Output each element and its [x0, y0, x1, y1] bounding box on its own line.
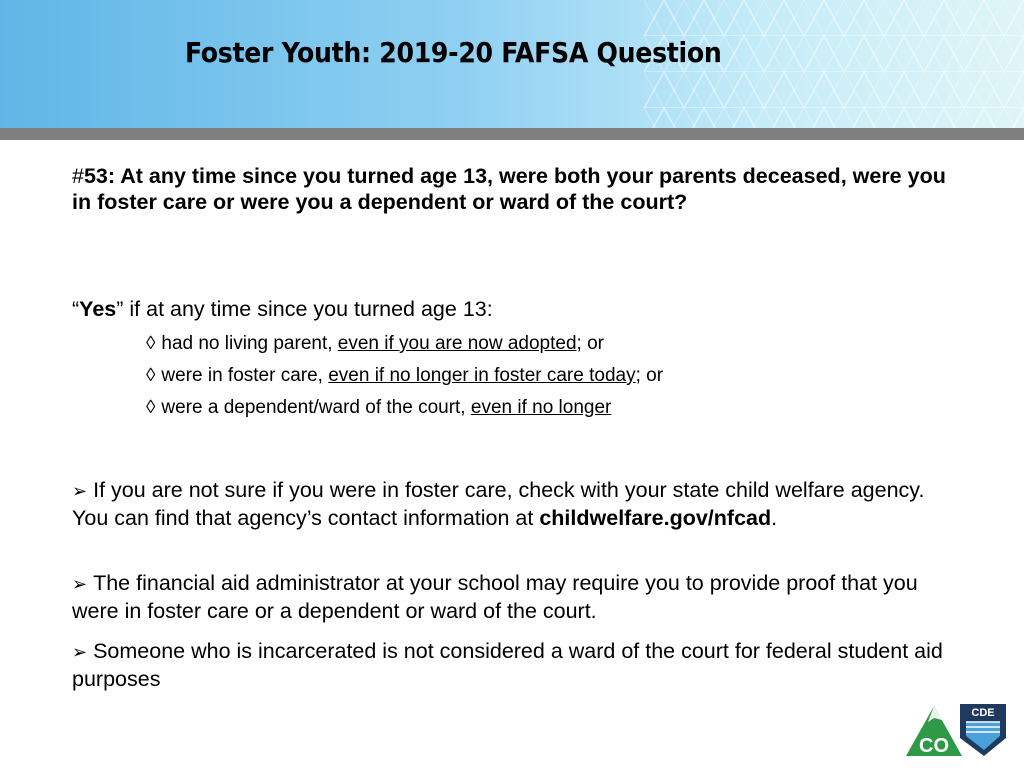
question-text: 53: At any time since you turned age 13, were both your parents deceased, were you in foster care or were you a dependent or ward of the court?: [72, 164, 946, 214]
yes-condition-item: [146, 365, 663, 387]
slide-title: Foster Youth: 2019-20 FAFSA Question: [185, 36, 722, 69]
nfcad-link[interactable]: childwelfare.gov/nfcad: [539, 506, 772, 530]
logo-cde-text: CDE: [971, 707, 995, 719]
bullet-foster-care-check: [72, 477, 952, 532]
condition-underlined: even if no longer: [470, 397, 612, 418]
question-hash: #: [72, 164, 84, 188]
co-cde-logo: [904, 700, 1008, 758]
fafsa-question: [72, 163, 952, 215]
arrow-bullet-icon: ➢: [72, 642, 88, 662]
header-banner: [0, 0, 1024, 128]
yes-condition-item: [146, 333, 604, 355]
bullet-text: If you are not sure if you were in foster care, check with your state child welfare agency. You can find that agency’s contact information at: [72, 478, 925, 530]
logo-co-text: CO: [919, 735, 949, 757]
yes-word: Yes: [79, 297, 117, 321]
yes-condition-item: [146, 397, 611, 419]
condition-text: were a dependent/ward of the court,: [161, 397, 471, 418]
condition-suffix: ; or: [576, 333, 604, 354]
diamond-icon: ◊: [146, 397, 156, 418]
condition-text: had no living parent,: [161, 333, 338, 354]
bullet-proof-required: [72, 570, 952, 625]
yes-rest: ” if at any time since you turned age 13:: [116, 297, 493, 321]
bullet-period: .: [771, 506, 778, 530]
condition-underlined: even if no longer in foster care today: [328, 365, 636, 386]
diamond-icon: ◊: [146, 365, 156, 386]
diamond-icon: ◊: [146, 333, 156, 354]
arrow-bullet-icon: ➢: [72, 481, 88, 501]
yes-intro: [72, 297, 493, 322]
arrow-bullet-icon: ➢: [72, 574, 88, 594]
open-quote: “: [72, 297, 80, 321]
bullet-incarcerated: [72, 638, 952, 693]
condition-underlined: even if you are now adopted: [337, 333, 577, 354]
condition-suffix: ; or: [635, 365, 664, 386]
condition-text: were in foster care,: [161, 365, 329, 386]
bullet-text: Someone who is incarcerated is not considered a ward of the court for federal student aid purposes: [72, 639, 943, 691]
header-divider: [0, 128, 1024, 140]
bullet-text: The financial aid administrator at your school may require you to provide proof that you were in foster care or a dependent or ward of the court.: [72, 571, 918, 623]
